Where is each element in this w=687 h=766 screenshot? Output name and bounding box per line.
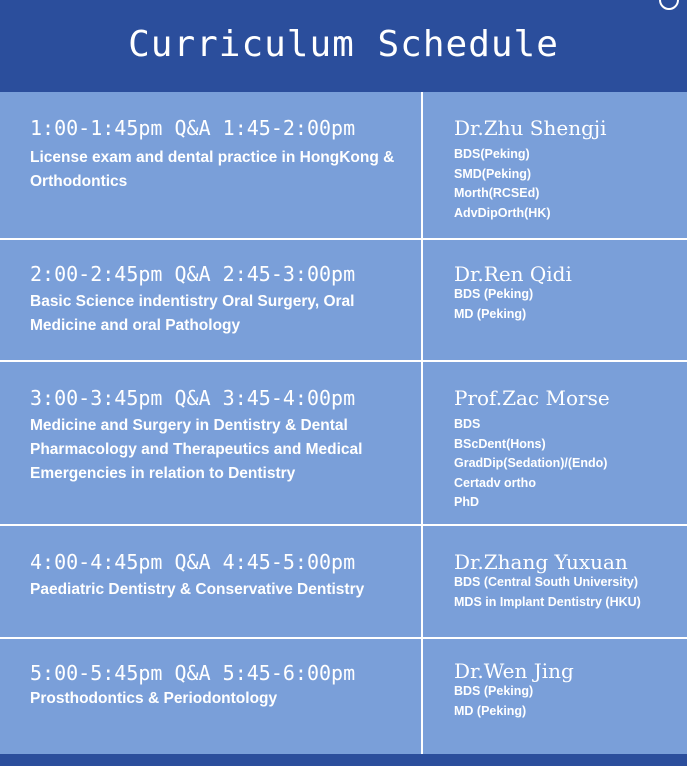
session-time: 5:00-5:45pm Q&A 5:45-6:00pm bbox=[30, 661, 356, 685]
doctor-name: Dr.Wen Jing bbox=[454, 659, 574, 683]
doctor-credentials bbox=[454, 415, 679, 513]
session-row bbox=[0, 639, 687, 754]
session-time: 3:00-3:45pm Q&A 3:45-4:00pm bbox=[30, 386, 356, 410]
credential-item: BDS (Peking) bbox=[454, 287, 534, 301]
schedule-header bbox=[0, 0, 687, 92]
session-row bbox=[0, 526, 687, 639]
session-topic: Paediatric Dentistry & Conservative Dentistry bbox=[30, 581, 365, 598]
session-time: 1:00-1:45pm Q&A 1:45-2:00pm bbox=[30, 116, 356, 140]
doctor-credentials bbox=[454, 682, 679, 721]
credential-item: BDS (Peking) bbox=[454, 684, 534, 698]
doctor-name: Dr.Ren Qidi bbox=[454, 262, 572, 286]
session-time: 4:00-4:45pm Q&A 4:45-5:00pm bbox=[30, 550, 356, 574]
credential-item: AdvDipOrth(HK) bbox=[454, 205, 551, 220]
session-time: 2:00-2:45pm Q&A 2:45-3:00pm bbox=[30, 262, 356, 286]
session-topic: Medicine and Surgery in Dentistry & Dental Pharmacology and Therapeutics and Medical Emergencies in relation to Dentistry bbox=[30, 417, 363, 482]
doctor-credentials bbox=[454, 573, 679, 612]
doctor-credentials bbox=[454, 285, 679, 324]
credential-item: SMD(Peking) bbox=[454, 166, 532, 181]
credential-item: MD (Peking) bbox=[454, 306, 527, 321]
credential-item: Certadv ortho bbox=[454, 475, 536, 490]
credential-item: MDS in Implant Dentistry (HKU) bbox=[454, 594, 641, 609]
session-row bbox=[0, 92, 687, 240]
page-title: Curriculum Schedule bbox=[128, 23, 559, 65]
doctor-name: Dr.Zhu Shengji bbox=[454, 116, 607, 140]
credential-item: MD (Peking) bbox=[454, 703, 527, 718]
credential-item: BDS(Peking) bbox=[454, 147, 530, 161]
credential-item: BDS (Central South University) bbox=[454, 575, 639, 589]
session-topic: Prosthodontics & Periodontology bbox=[30, 690, 278, 707]
credential-item: PhD bbox=[454, 495, 479, 509]
session-row bbox=[0, 240, 687, 362]
doctor-name: Prof.Zac Morse bbox=[454, 386, 610, 410]
doctor-credentials bbox=[454, 145, 679, 223]
doctor-name: Dr.Zhang Yuxuan bbox=[454, 550, 628, 574]
circle-icon bbox=[659, 0, 679, 10]
session-topic: License exam and dental practice in HongKong & Orthodontics bbox=[30, 149, 395, 190]
session-row bbox=[0, 362, 687, 526]
schedule-table bbox=[0, 92, 687, 754]
footer-bar bbox=[0, 754, 687, 766]
credential-item: Morth(RCSEd) bbox=[454, 186, 540, 200]
credential-item: BScDent(Hons) bbox=[454, 436, 546, 451]
credential-item: BDS bbox=[454, 417, 481, 431]
session-topic: Basic Science indentistry Oral Surgery, Oral Medicine and oral Pathology bbox=[30, 293, 355, 334]
credential-item: GradDip(Sedation)/(Endo) bbox=[454, 456, 608, 470]
